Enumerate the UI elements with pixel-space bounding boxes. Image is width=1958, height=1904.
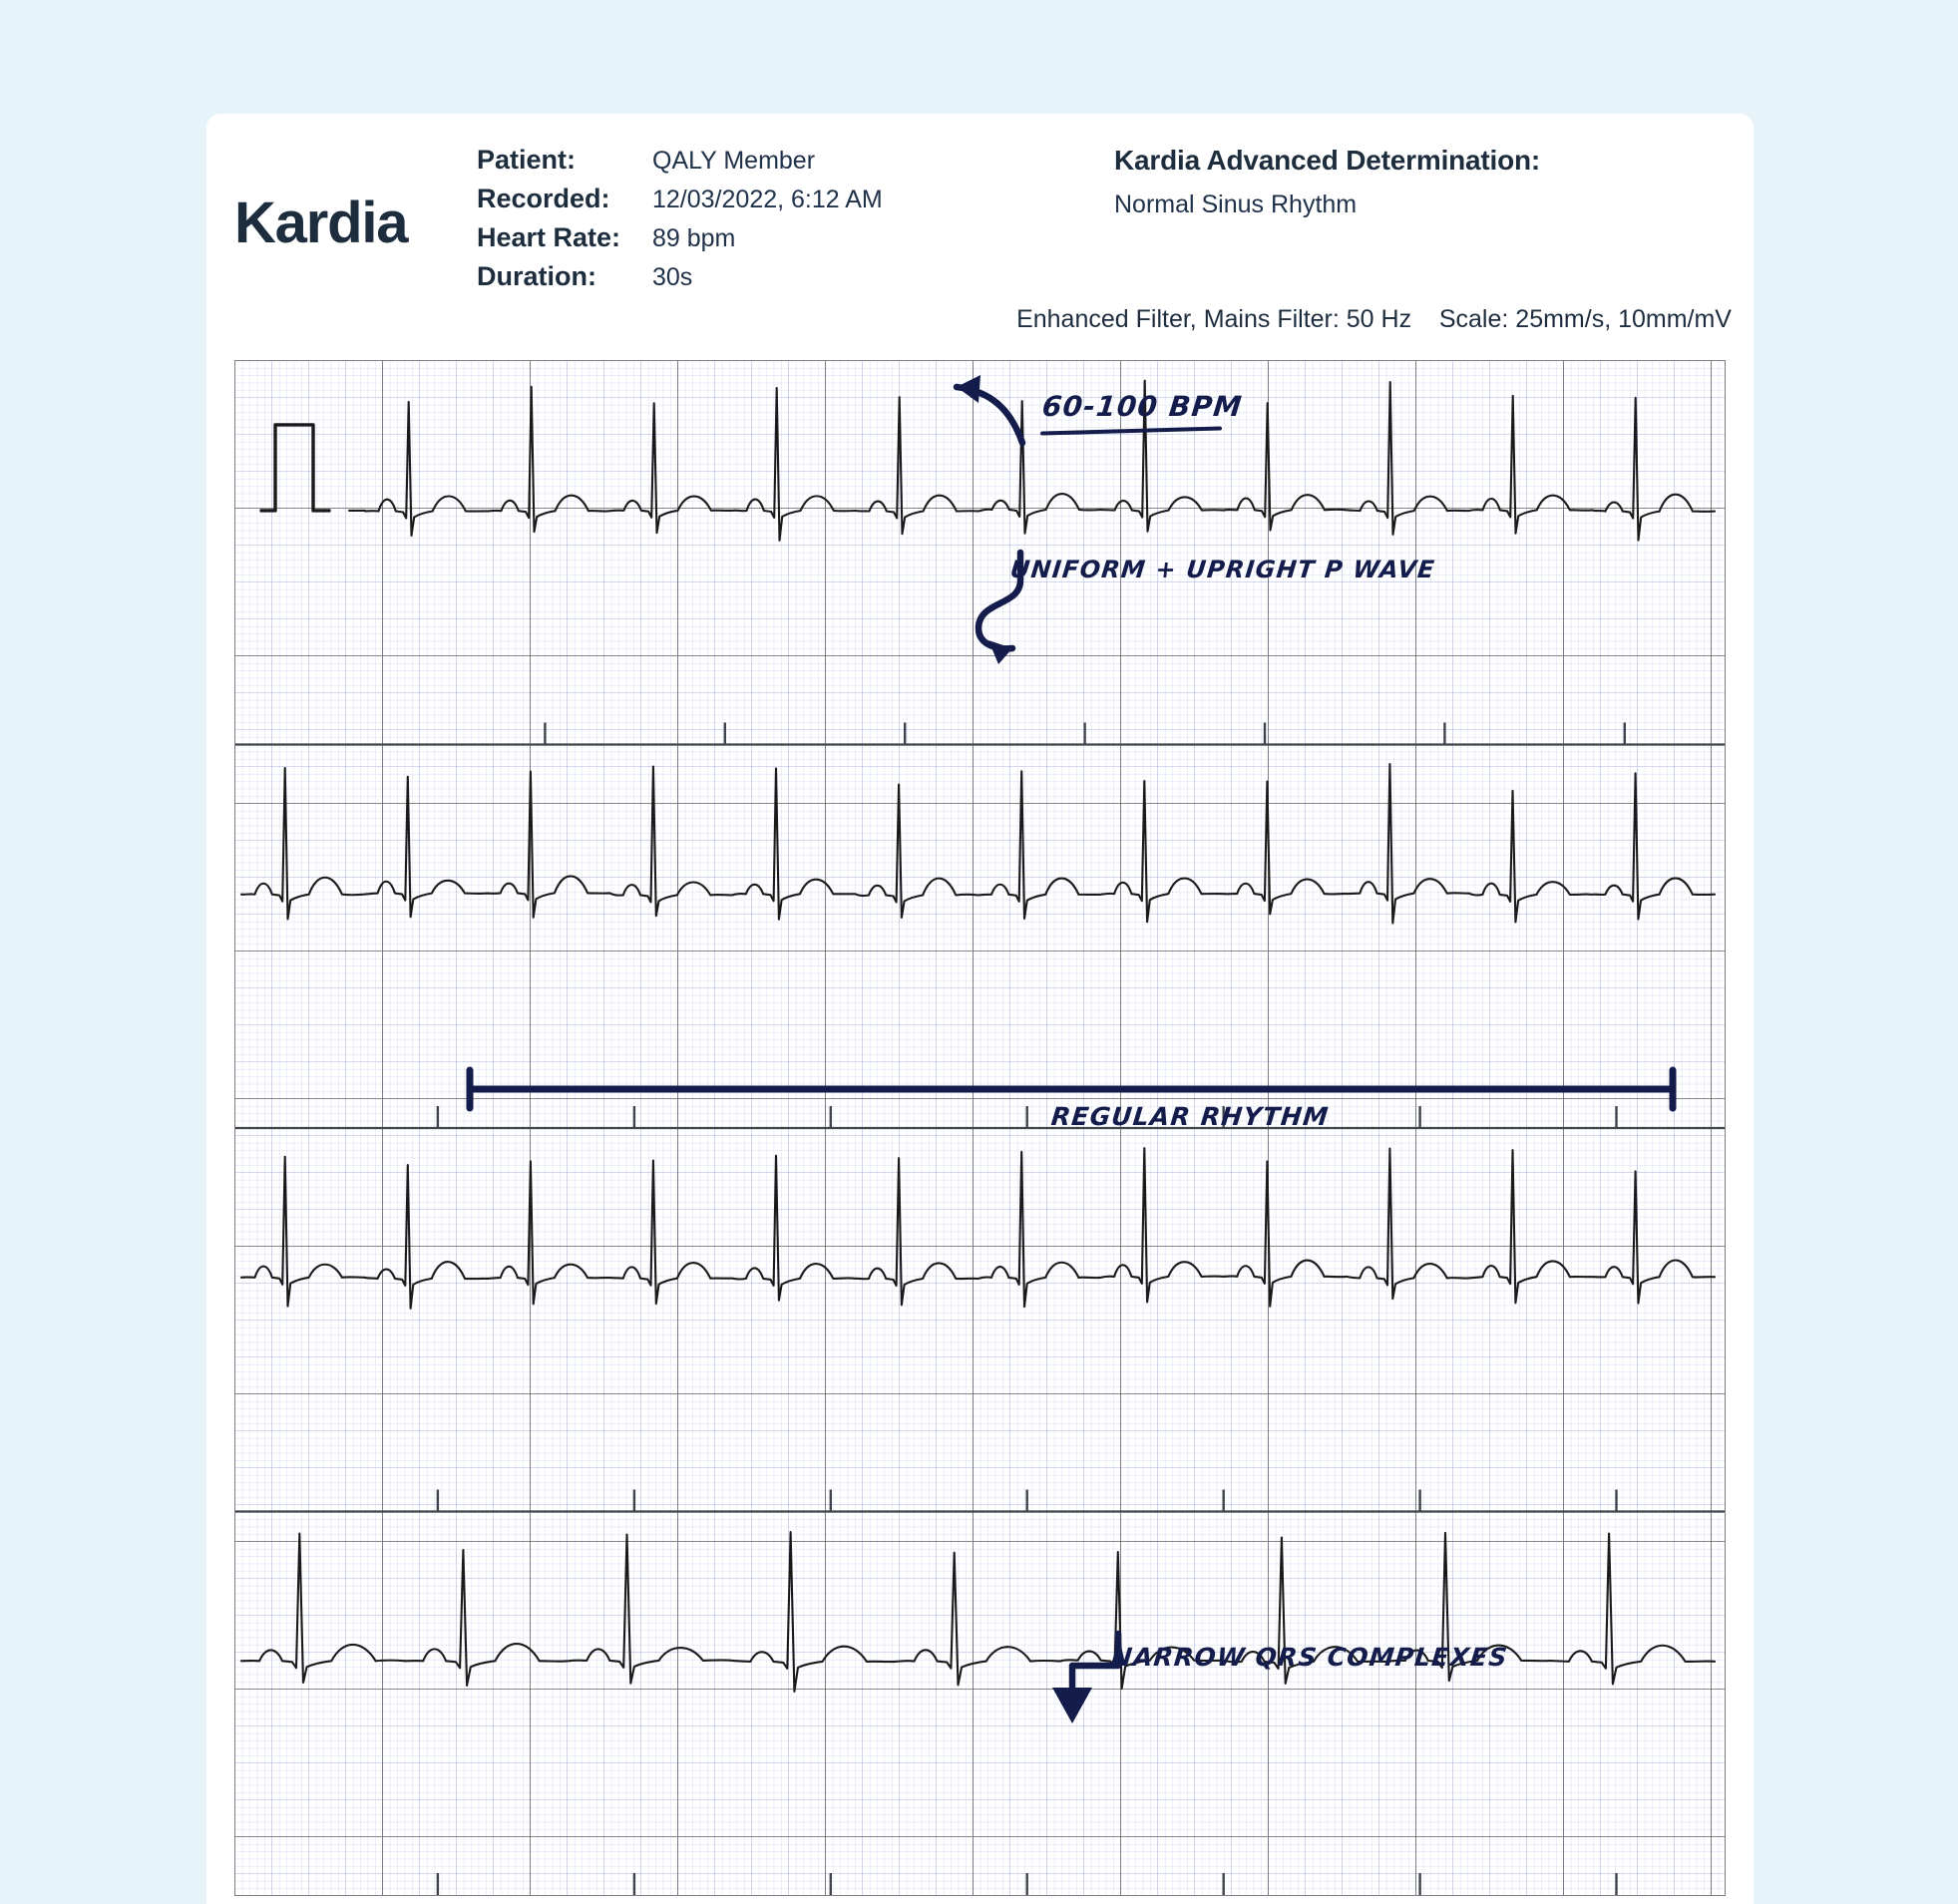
- heart-rate-value: 89 bpm: [652, 224, 736, 252]
- heart-rate-row: [477, 222, 883, 261]
- determination-block: [1114, 145, 1540, 219]
- heart-rate-label: Heart Rate:: [477, 222, 621, 252]
- patient-row: [477, 145, 883, 184]
- annotation-p-wave: UNIFORM + UPRIGHT P WAVE: [1008, 556, 1437, 583]
- recording-settings-text: Enhanced Filter, Mains Filter: 50 Hz Scale: 25mm/s, 10mm/mV: [1016, 305, 1732, 333]
- duration-row: [477, 261, 883, 300]
- recorded-label: Recorded:: [477, 184, 610, 213]
- annotation-regular-rhythm: REGULAR RHYTHM: [1049, 1102, 1331, 1131]
- recorded-row: [477, 184, 883, 222]
- report-card: [206, 114, 1754, 1904]
- brand-logo: Kardia: [234, 190, 408, 255]
- recorded-value: 12/03/2022, 6:12 AM: [652, 186, 883, 213]
- duration-label: Duration:: [477, 261, 596, 291]
- determination-title: Kardia Advanced Determination:: [1114, 145, 1541, 176]
- annotation-narrow-qrs: NARROW QRS COMPLEXES: [1109, 1643, 1510, 1672]
- annotation-bpm-range: 60-100 BPM: [1040, 390, 1245, 423]
- patient-label: Patient:: [477, 145, 577, 175]
- patient-value: QALY Member: [652, 147, 816, 175]
- patient-info-block: [477, 145, 883, 300]
- duration-value: 30s: [652, 263, 693, 291]
- report-header: [206, 114, 1754, 343]
- determination-value: Normal Sinus Rhythm: [1114, 190, 1358, 218]
